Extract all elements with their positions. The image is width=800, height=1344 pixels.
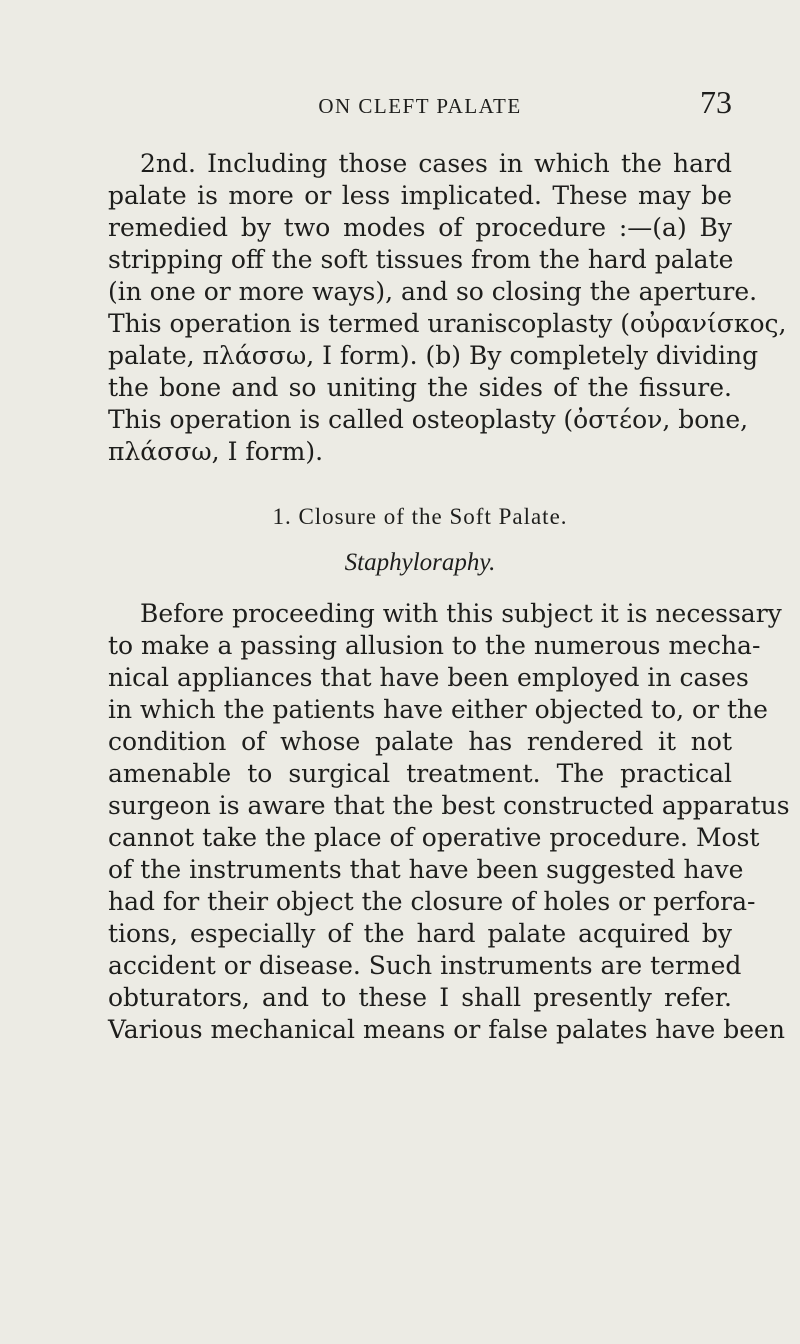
text-line: πλάσσω, I form). — [108, 437, 324, 466]
text-line: stripping off the soft tissues from the hard palate — [108, 245, 734, 274]
text-line: This operation is called osteoplasty (ὀστέον, bone, — [108, 405, 749, 434]
text-line: had for their object the closure of holes or perfora- — [108, 887, 756, 916]
paragraph-uraniscoplasty — [108, 148, 787, 468]
text-line: Before proceeding with this subject it is necessary — [140, 599, 782, 628]
section-heading: 1. Closure of the Soft Palate. — [272, 504, 568, 529]
text-line: cannot take the place of operative procedure. Most — [108, 823, 760, 852]
text-line: surgeon is aware that the best constructed apparatus — [108, 791, 790, 820]
text-line: tions, especially of the hard palate acquired by — [108, 919, 732, 948]
page-number: 73 — [700, 84, 732, 120]
running-title: ON CLEFT PALATE — [318, 94, 522, 118]
text-line: Various mechanical means or false palates have been — [108, 1015, 785, 1044]
sub-heading: Staphyloraphy. — [344, 549, 496, 576]
text-line: of the instruments that have been suggested have — [108, 855, 744, 884]
text-line: remedied by two modes of procedure :—(a) By — [108, 213, 732, 242]
text-line: condition of whose palate has rendered it not — [108, 727, 732, 756]
text-block — [108, 148, 790, 1046]
text-line: obturators, and to these I shall presently refer. — [108, 983, 732, 1012]
text-line: to make a passing allusion to the numerous mecha- — [108, 631, 761, 660]
text-line: palate is more or less implicated. These may be — [108, 181, 732, 210]
text-line: This operation is termed uraniscoplasty (οὐρανίσκος, — [108, 309, 787, 338]
text-line: palate, πλάσσω, I form). (b) By completely dividing — [108, 341, 759, 370]
text-line: accident or disease. Such instruments are termed — [108, 951, 742, 980]
text-line: the bone and so uniting the sides of the fissure. — [108, 373, 732, 402]
text-line: (in one or more ways), and so closing the aperture. — [108, 277, 758, 306]
text-line: nical appliances that have been employed in cases — [108, 663, 749, 692]
text-line: 2nd. Including those cases in which the hard — [140, 149, 732, 178]
text-line: amenable to surgical treatment. The practical — [108, 759, 732, 788]
paragraph-mechanical-appliances — [108, 598, 790, 1046]
running-head — [108, 82, 732, 122]
text-line: in which the patients have either objected to, or the — [108, 695, 768, 724]
